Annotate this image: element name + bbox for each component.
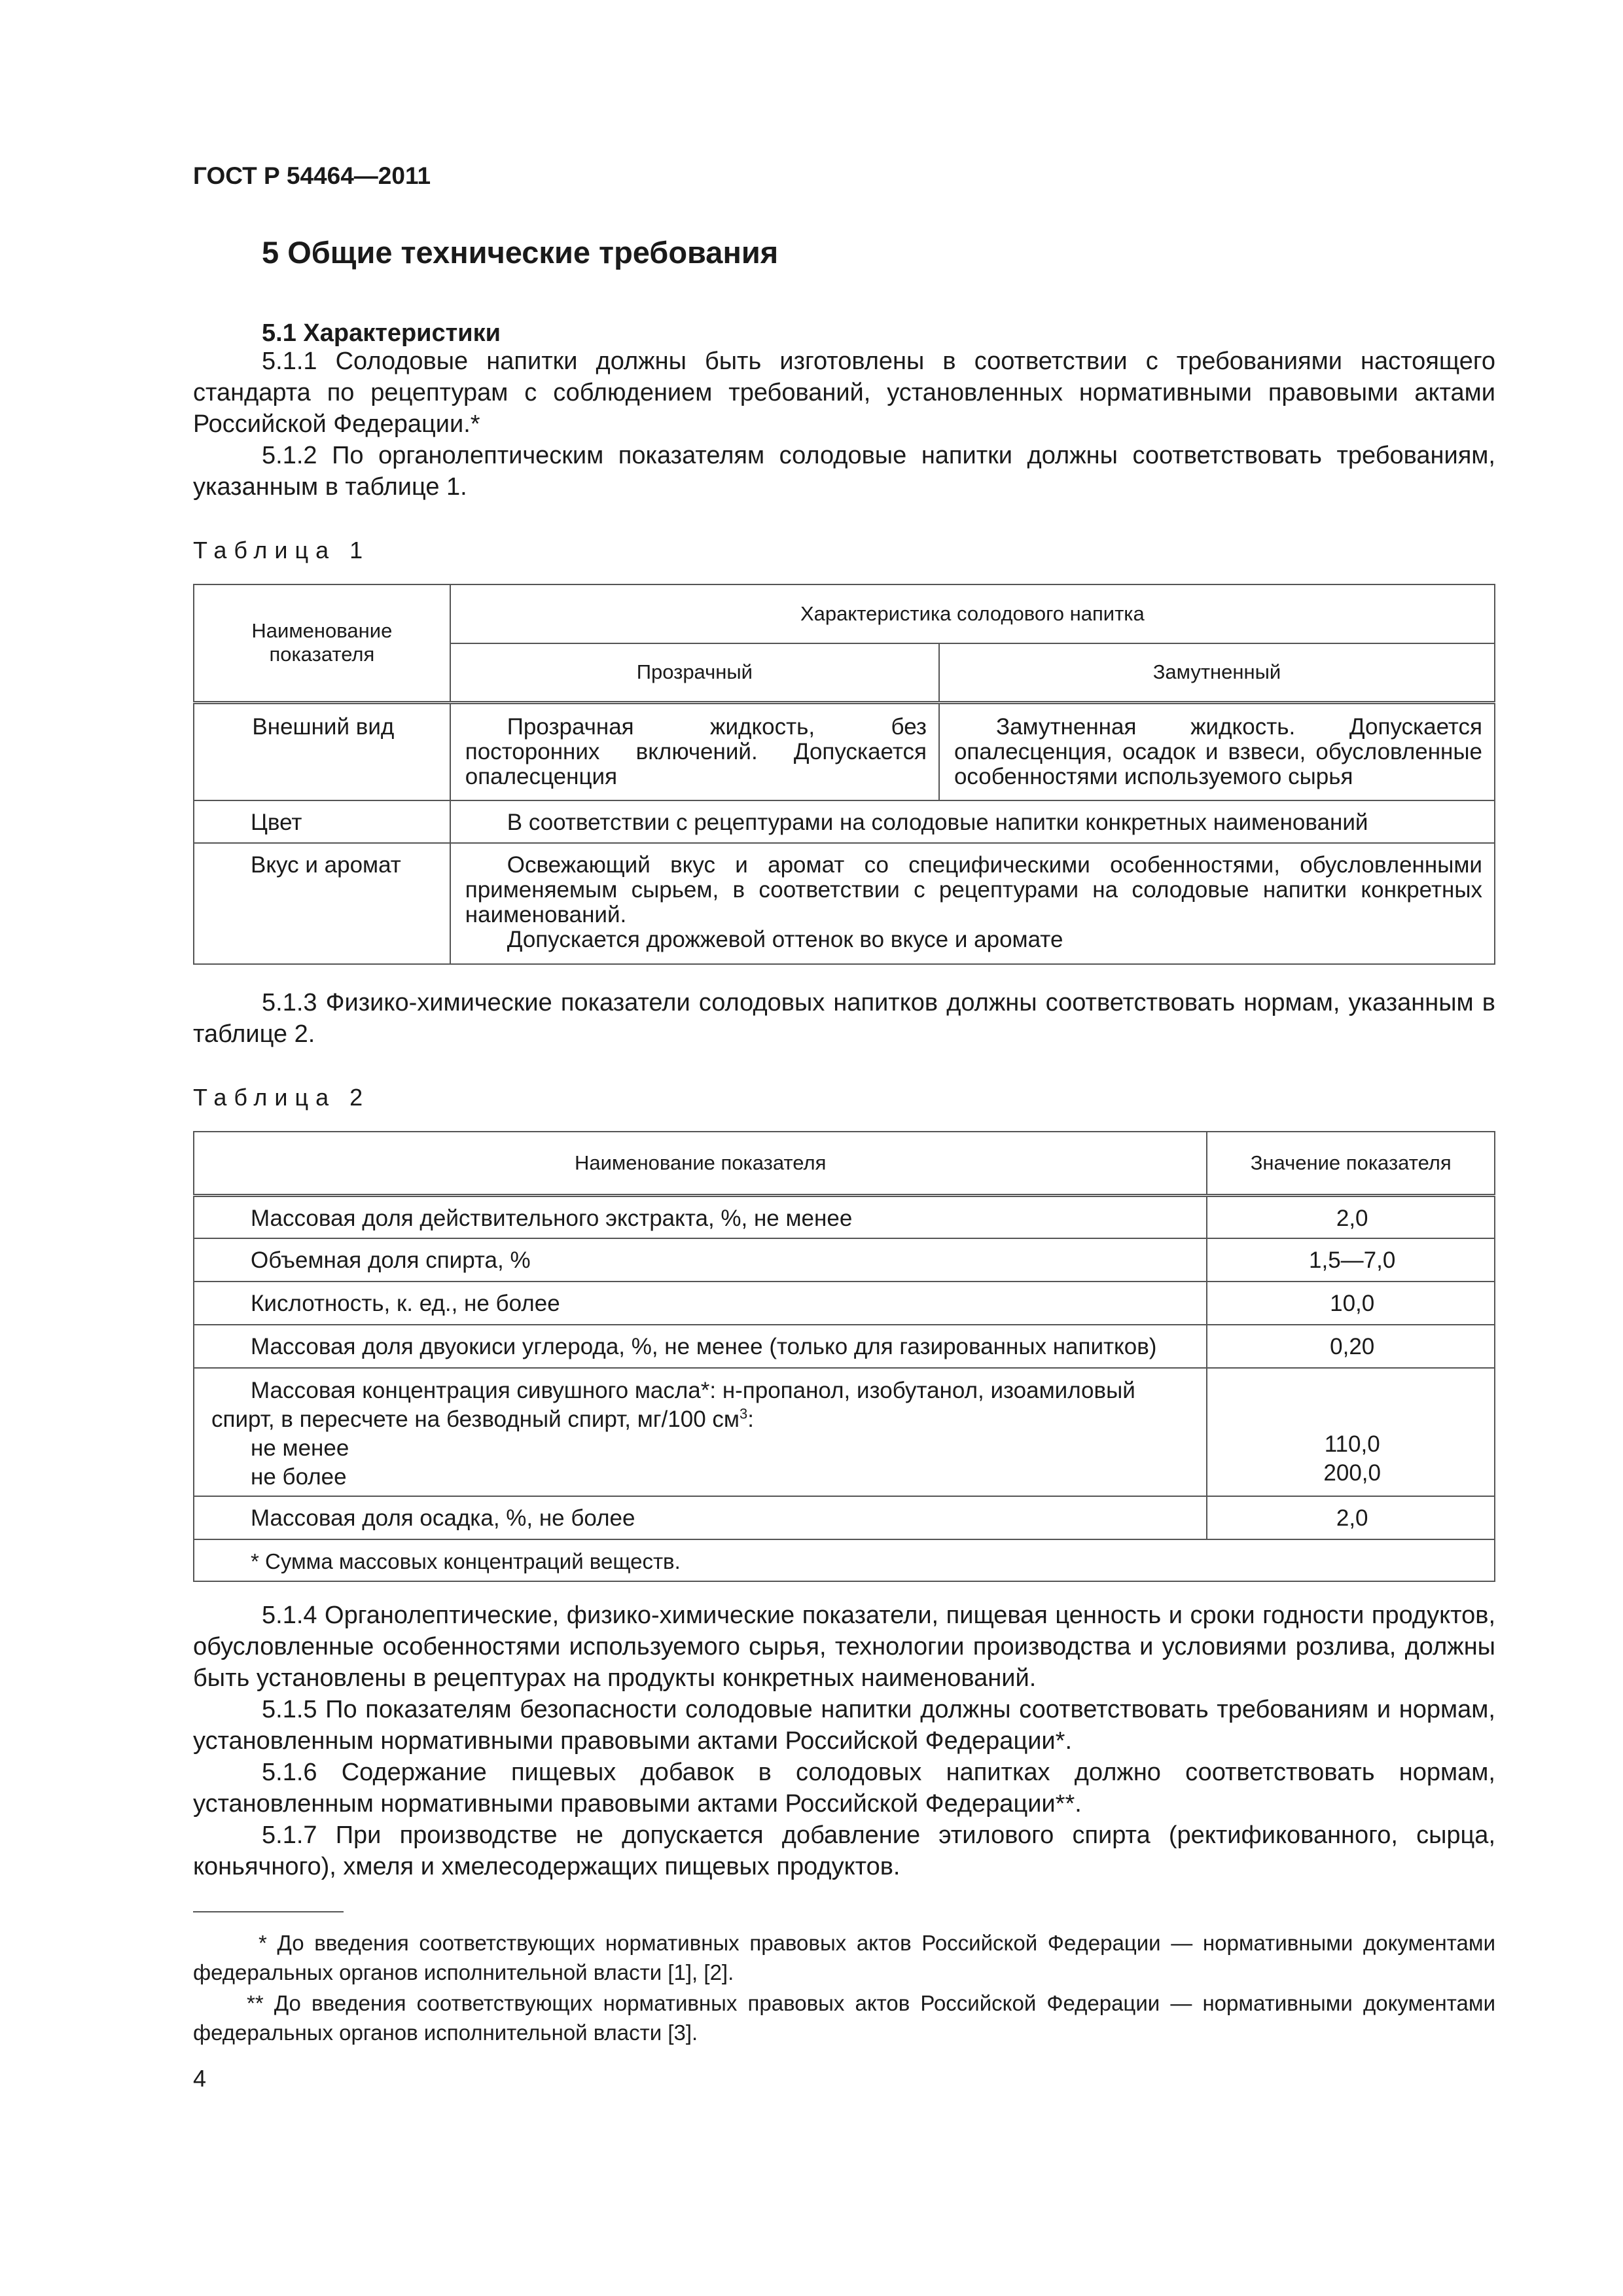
footnote-1: * До введения соответствующих нормативных правовых актов Российской Федерации — нормативными документами федеральных органов исполнительной власти [1], [2]. [193, 1931, 1495, 1984]
table2-note: * Сумма массовых концентраций веществ. [194, 1539, 1495, 1581]
table1-row-taste-value [450, 843, 1495, 964]
paragraph-5-1-2: 5.1.2 По органолептическим показателям солодовые напитки должны соответствовать требованиям, указанным в таблице 1. [193, 442, 1495, 501]
table1-row-color-value: В соответствии с рецептурами на солодовые напитки конкретных наименований [450, 800, 1495, 843]
table1-head-clear: Прозрачный [450, 643, 939, 702]
table2-row-extract-name: Массовая доля действительного экстракта, %, не менее [194, 1195, 1207, 1238]
table1-caption: Таблица 1 [193, 537, 370, 564]
table2-row-fusel-name [194, 1368, 1207, 1496]
paragraph-5-1-5: 5.1.5 По показателям безопасности солодовые напитки должны соответствовать требованиям и нормам, установленным нормативными правовыми актами Российской Федерации*. [193, 1696, 1495, 1755]
footnote-2: ** До введения соответствующих нормативных правовых актов Российской Федерации — нормативными документами федеральных органов исполнительной власти [3]. [193, 1991, 1495, 2045]
table2-row-fusel-max-value: 200,0 [1323, 1460, 1381, 1486]
subsection-title: 5.1 Характеристики [262, 319, 501, 347]
table1-row-appearance-name: Внешний вид [194, 702, 450, 800]
section-title: 5 Общие технические требования [262, 235, 779, 270]
table2-row-acidity-name: Кислотность, к. ед., не более [194, 1282, 1207, 1325]
paragraph-5-1-4: 5.1.4 Органолептические, физико-химические показатели, пищевая ценность и сроки годности продуктов, обусловленные особенностями используемого сырья, технологии производства и условиями розлива, должны быть установлены в рецептурах на продукты конкретных наименований. [193, 1602, 1495, 1692]
table2-row-fusel-max-label: не более [251, 1464, 347, 1490]
paragraph-5-1-1: 5.1.1 Солодовые напитки должны быть изготовлены в соответствии с требованиями настоящего стандарта по рецептурам с соблюдением требований, установленных нормативными правовыми актами Российской Федерации.* [193, 348, 1495, 438]
table2-row-fusel-line1: Массовая концентрация сивушного масла*: н-пропанол, изобутанол, изоамиловый [251, 1378, 1135, 1403]
paragraph-5-1-6: 5.1.6 Содержание пищевых добавок в солодовых напитках должно соответствовать нормам, установленным нормативными правовыми актами Российской Федерации**. [193, 1759, 1495, 1818]
table1-row-appearance-cloudy: Замутненная жидкость. Допускается опалесценция, осадок и взвеси, обусловленные особенностями используемого сырья [939, 702, 1495, 800]
table2-row-alcohol-name: Объемная доля спирта, % [194, 1238, 1207, 1282]
page-number: 4 [193, 2065, 207, 2092]
document-header: ГОСТ Р 54464—2011 [193, 162, 431, 189]
table2-caption: Таблица 2 [193, 1084, 370, 1111]
table2-row-acidity-value: 10,0 [1207, 1282, 1495, 1325]
table1-row-color-name: Цвет [194, 800, 450, 843]
table2-head-value: Значение показателя [1207, 1132, 1495, 1195]
table1-head-cloudy: Замутненный [939, 643, 1495, 702]
table-1 [193, 584, 1495, 965]
table1-head-characteristic: Характеристика солодового напитка [450, 584, 1495, 643]
table2-row-co2-value: 0,20 [1207, 1325, 1495, 1368]
table2-row-sediment-name: Массовая доля осадка, %, не более [194, 1496, 1207, 1539]
paragraph-5-1-7: 5.1.7 При производстве не допускается добавление этилового спирта (ректификованного, сырца, коньячного), хмеля и хмелесодержащих пищевых продуктов. [193, 1821, 1495, 1880]
table1-row-taste-value-2: Допускается дрожжевой оттенок во вкусе и аромате [507, 927, 1063, 952]
table2-row-fusel-min-label: не менее [251, 1435, 349, 1461]
footnote-separator [193, 1911, 344, 1912]
table2-row-sediment-value: 2,0 [1207, 1496, 1495, 1539]
table2-row-alcohol-value: 1,5—7,0 [1207, 1238, 1495, 1282]
table1-row-appearance-clear: Прозрачная жидкость, без посторонних включений. Допускается опалесценция [450, 702, 939, 800]
table2-row-fusel-line2: спирт, в пересчете на безводный спирт, мг/100 $см^3$: [211, 1405, 754, 1432]
paragraph-5-1-3: 5.1.3 Физико-химические показатели солодовых напитков должны соответствовать нормам, указанным в таблице 2. [193, 989, 1495, 1048]
table1-row-taste-name: Вкус и аромат [194, 843, 450, 964]
table2-row-fusel-values [1207, 1368, 1495, 1496]
table2-head-name: Наименование показателя [194, 1132, 1207, 1195]
table1-row-taste-value-1: Освежающий вкус и аромат со специфическими особенностями, обусловленными применяемым сырьем, в соответствии с рецептурами на солодовые напитки конкретных наименований. [465, 852, 1482, 927]
table1-head-name: Наименование показателя [194, 584, 450, 702]
table-2 [193, 1131, 1495, 1582]
table2-row-co2-name: Массовая доля двуокиси углерода, %, не менее (только для газированных напитков) [194, 1325, 1207, 1368]
table2-row-fusel-min-value: 110,0 [1324, 1431, 1380, 1457]
table2-row-extract-value: 2,0 [1207, 1195, 1495, 1238]
